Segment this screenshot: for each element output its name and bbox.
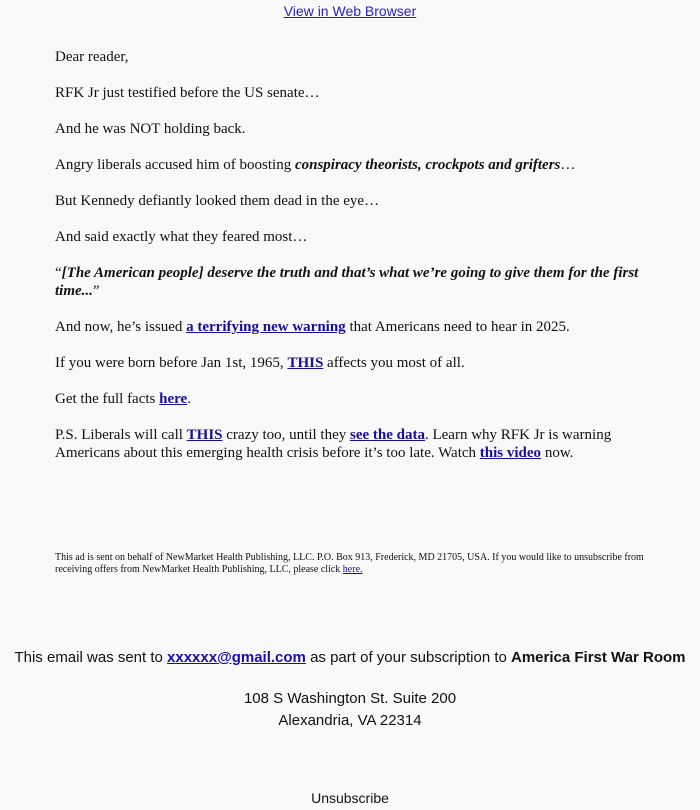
- paragraph-born-before: If you were born before Jan 1st, 1965, THIS affects you most of all.: [55, 355, 465, 371]
- list-name: America First War Room: [511, 649, 686, 666]
- quote-text: [The American people] deserve the truth and that’s what we’re going to give them for the first time...: [55, 265, 639, 299]
- paragraph-feared: And said exactly what they feared most…: [55, 229, 308, 245]
- paragraph-warning: And now, he’s issued a terrifying new warning that Americans need to hear in 2025.: [55, 319, 570, 335]
- address-line-1: 108 S Washington St. Suite 200: [243, 690, 457, 707]
- this-link[interactable]: THIS: [287, 355, 324, 371]
- emphasized-accusation: conspiracy theorists, crockpots and grifters: [294, 157, 561, 173]
- postal-address: [0, 688, 700, 732]
- paragraph-quote: “[The American people] deserve the truth and that’s what we’re going to give them for the first time...”: [55, 265, 639, 299]
- disclaimer-unsubscribe-link[interactable]: here.: [342, 563, 363, 575]
- view-in-browser-link[interactable]: View in Web Browser: [283, 3, 417, 19]
- recipient-email-link[interactable]: xxxxxx@gmail.com: [167, 649, 306, 666]
- greeting: Dear reader,: [55, 49, 129, 65]
- unsubscribe-bar: [0, 788, 700, 808]
- this-video-link[interactable]: this video: [479, 445, 542, 461]
- terrifying-warning-link[interactable]: a terrifying new warning: [186, 319, 346, 335]
- view-in-browser-bar: [0, 2, 700, 20]
- see-the-data-link[interactable]: see the data: [349, 427, 425, 443]
- paragraph-accused: Angry liberals accused him of boosting conspiracy theorists, crockpots and grifters…: [55, 157, 576, 173]
- ps-this-link[interactable]: THIS: [186, 427, 223, 443]
- paragraph-defiant: But Kennedy defiantly looked them dead in the eye…: [55, 193, 380, 209]
- letter-body: [55, 48, 645, 480]
- paragraph-full-facts: Get the full facts here.: [55, 391, 191, 407]
- address-line-2: Alexandria, VA 22314: [278, 712, 422, 729]
- paragraph-ps: P.S. Liberals will call THIS crazy too, until they see the data. Learn why RFK Jr is warning Americans about this emerging health crisis before it’s too late. Watch this video now.: [55, 427, 612, 461]
- unsubscribe-link[interactable]: Unsubscribe: [311, 790, 389, 806]
- paragraph-testified: RFK Jr just testified before the US senate…: [55, 85, 320, 101]
- subscription-notice: This email was sent to xxxxxx@gmail.com as part of your subscription to America First War Room: [14, 649, 686, 666]
- paragraph-not-holding-back: And he was NOT holding back.: [55, 121, 246, 137]
- sponsor-disclaimer: This ad is sent on behalf of NewMarket Health Publishing, LLC. P.O. Box 913, Frederick, MD 21705, USA. If you would like to unsubscribe from receiving offers from NewMarket Health Publishing, LLC, please click here.: [55, 552, 644, 575]
- here-link[interactable]: here: [159, 391, 188, 407]
